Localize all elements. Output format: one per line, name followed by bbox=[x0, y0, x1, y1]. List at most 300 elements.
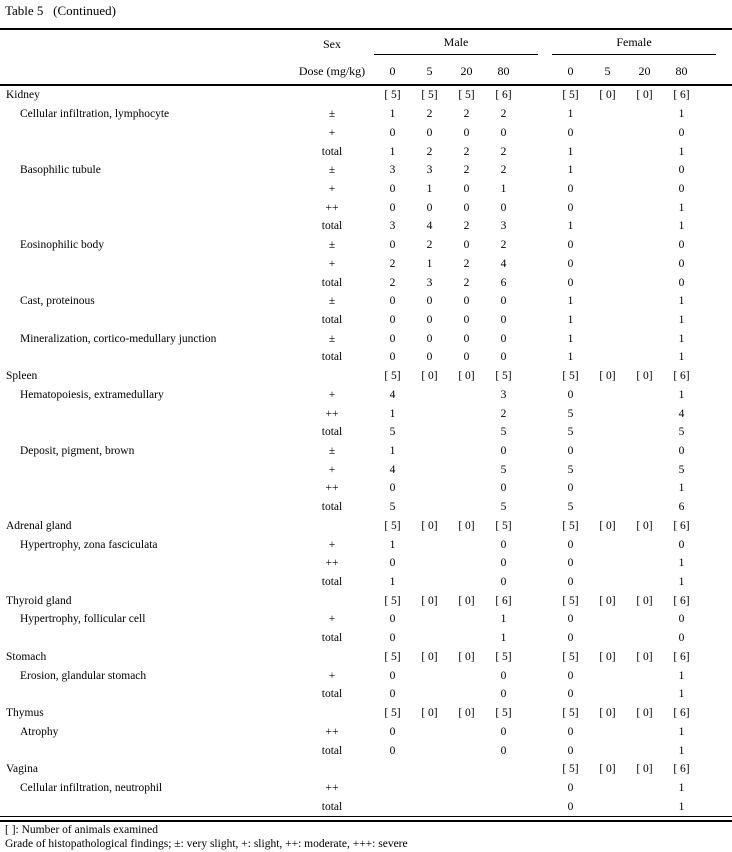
male-value bbox=[411, 685, 448, 704]
column-gap bbox=[522, 292, 552, 311]
grade-cell: + bbox=[328, 182, 336, 195]
female-value: 0 bbox=[678, 239, 685, 252]
finding-label: Cast, proteinous bbox=[20, 295, 95, 308]
male-value: [ 0] bbox=[421, 519, 438, 532]
male-value: 0 bbox=[389, 351, 396, 364]
finding-label bbox=[0, 273, 290, 292]
female-value bbox=[626, 329, 663, 348]
female-value bbox=[626, 142, 663, 161]
grade-cell: total bbox=[321, 576, 343, 589]
male-value bbox=[411, 479, 448, 498]
female-value: 0 bbox=[567, 445, 574, 458]
male-value: 2 bbox=[500, 407, 507, 420]
finding-row bbox=[0, 498, 732, 517]
finding-label bbox=[0, 198, 290, 217]
column-gap bbox=[522, 648, 552, 667]
female-value: 5 bbox=[567, 407, 574, 420]
column-gap bbox=[522, 367, 552, 386]
column-gap bbox=[522, 779, 552, 798]
grade-cell: + bbox=[328, 463, 336, 476]
male-value bbox=[411, 442, 448, 461]
finding-label bbox=[0, 797, 290, 816]
female-value: 0 bbox=[567, 613, 574, 626]
male-value bbox=[448, 685, 485, 704]
male-value bbox=[448, 779, 485, 798]
column-gap bbox=[522, 666, 552, 685]
female-value bbox=[589, 610, 626, 629]
male-value: 0 bbox=[389, 182, 396, 195]
female-value: 0 bbox=[567, 725, 574, 738]
finding-label bbox=[0, 311, 290, 330]
female-value bbox=[589, 741, 626, 760]
male-value: 0 bbox=[389, 613, 396, 626]
male-value bbox=[411, 535, 448, 554]
male-value: 0 bbox=[500, 576, 507, 589]
female-value: 5 bbox=[567, 426, 574, 439]
column-gap bbox=[522, 105, 552, 124]
grade-cell: total bbox=[321, 220, 343, 233]
male-value bbox=[411, 666, 448, 685]
female-value: [ 6] bbox=[673, 763, 690, 776]
female-value bbox=[626, 198, 663, 217]
male-value: [ 5] bbox=[384, 370, 401, 383]
male-value: 0 bbox=[500, 351, 507, 364]
male-value: 0 bbox=[500, 445, 507, 458]
finding-row bbox=[0, 386, 732, 405]
male-value: 2 bbox=[463, 220, 470, 233]
finding-label bbox=[0, 498, 290, 517]
male-value: [ 5] bbox=[384, 89, 401, 102]
organ-label: Thymus bbox=[6, 707, 44, 720]
grade-cell: total bbox=[321, 688, 343, 701]
finding-label bbox=[0, 685, 290, 704]
male-value: 1 bbox=[389, 145, 396, 158]
male-value: 0 bbox=[463, 295, 470, 308]
male-value: 0 bbox=[500, 669, 507, 682]
finding-label: Deposit, pigment, brown bbox=[20, 445, 135, 458]
male-dose-5: 5 bbox=[426, 63, 433, 78]
female-value bbox=[589, 423, 626, 442]
female-value: 5 bbox=[678, 463, 685, 476]
sex-label: Sex bbox=[323, 36, 341, 51]
finding-label bbox=[0, 741, 290, 760]
male-value: 0 bbox=[500, 126, 507, 139]
female-value: 1 bbox=[567, 145, 574, 158]
male-value: 1 bbox=[500, 632, 507, 645]
grade-cell: total bbox=[321, 800, 343, 813]
female-value: [ 0] bbox=[636, 89, 653, 102]
female-value bbox=[589, 311, 626, 330]
female-value bbox=[626, 685, 663, 704]
female-value: 1 bbox=[678, 201, 685, 214]
female-value: 1 bbox=[678, 725, 685, 738]
male-value: 1 bbox=[500, 182, 507, 195]
female-value bbox=[589, 685, 626, 704]
male-value bbox=[411, 722, 448, 741]
male-value bbox=[411, 629, 448, 648]
finding-row bbox=[0, 666, 732, 685]
female-value bbox=[626, 311, 663, 330]
female-value: 1 bbox=[678, 145, 685, 158]
column-gap bbox=[522, 797, 552, 816]
female-value bbox=[589, 535, 626, 554]
male-value bbox=[485, 779, 522, 798]
male-value bbox=[448, 573, 485, 592]
female-value bbox=[589, 722, 626, 741]
grade-cell: total bbox=[321, 351, 343, 364]
female-value: [ 0] bbox=[636, 650, 653, 663]
male-value: 2 bbox=[389, 257, 396, 270]
male-value: [ 0] bbox=[458, 650, 475, 663]
grade-cell: + bbox=[328, 669, 336, 682]
female-value: 1 bbox=[567, 295, 574, 308]
male-value: 3 bbox=[426, 276, 433, 289]
finding-label: Eosinophilic body bbox=[20, 239, 105, 252]
organ-row bbox=[0, 760, 732, 779]
organ-label: Kidney bbox=[6, 89, 40, 102]
grade-cell: ± bbox=[328, 295, 336, 308]
finding-row bbox=[0, 105, 732, 124]
column-gap bbox=[522, 591, 552, 610]
female-value: [ 0] bbox=[599, 89, 616, 102]
female-value: [ 0] bbox=[599, 370, 616, 383]
male-value: [ 5] bbox=[384, 519, 401, 532]
female-group-header: Female bbox=[552, 30, 716, 55]
male-dose-20: 20 bbox=[460, 63, 473, 78]
male-value: [ 5] bbox=[495, 650, 512, 663]
male-value bbox=[374, 760, 411, 779]
female-value bbox=[626, 386, 663, 405]
male-value: [ 0] bbox=[421, 707, 438, 720]
female-value: [ 6] bbox=[673, 519, 690, 532]
column-gap bbox=[522, 722, 552, 741]
group-gap bbox=[522, 58, 552, 84]
female-value: 0 bbox=[678, 257, 685, 270]
organ-row bbox=[0, 704, 732, 723]
organ-label: Stomach bbox=[6, 650, 47, 663]
male-value: 6 bbox=[500, 276, 507, 289]
male-value bbox=[448, 797, 485, 816]
finding-row bbox=[0, 685, 732, 704]
male-value bbox=[411, 460, 448, 479]
female-value bbox=[626, 498, 663, 517]
male-value bbox=[411, 573, 448, 592]
female-value: 4 bbox=[678, 407, 685, 420]
male-value: 2 bbox=[500, 164, 507, 177]
header-sex-row bbox=[0, 30, 732, 58]
male-value: 3 bbox=[500, 220, 507, 233]
female-value: 5 bbox=[567, 501, 574, 514]
female-value: 0 bbox=[678, 538, 685, 551]
finding-row bbox=[0, 479, 732, 498]
male-value: 5 bbox=[500, 426, 507, 439]
finding-label: Cellular infiltration, neutrophil bbox=[20, 781, 163, 794]
female-value bbox=[589, 217, 626, 236]
male-value: [ 5] bbox=[495, 370, 512, 383]
table-title: Table 5 (Continued) bbox=[5, 3, 117, 18]
female-value: 0 bbox=[567, 482, 574, 495]
female-dose-5: 5 bbox=[604, 63, 611, 78]
female-value: [ 6] bbox=[673, 650, 690, 663]
female-value: 1 bbox=[678, 351, 685, 364]
male-value: 0 bbox=[463, 201, 470, 214]
female-value: 1 bbox=[678, 744, 685, 757]
female-value: 0 bbox=[678, 164, 685, 177]
male-value: 0 bbox=[500, 482, 507, 495]
male-value: 1 bbox=[389, 538, 396, 551]
male-dose-80: 80 bbox=[497, 63, 510, 78]
finding-label bbox=[0, 404, 290, 423]
finding-row bbox=[0, 180, 732, 199]
female-value bbox=[589, 404, 626, 423]
female-value: 0 bbox=[567, 388, 574, 401]
female-value: 0 bbox=[567, 669, 574, 682]
male-value: 0 bbox=[389, 482, 396, 495]
female-value: 1 bbox=[678, 332, 685, 345]
male-value bbox=[448, 760, 485, 779]
grade-cell: + bbox=[328, 257, 336, 270]
female-dose-80: 80 bbox=[675, 63, 688, 78]
male-value bbox=[448, 535, 485, 554]
grade-cell: ± bbox=[328, 445, 336, 458]
female-value bbox=[626, 442, 663, 461]
male-value bbox=[448, 554, 485, 573]
male-value: 0 bbox=[426, 313, 433, 326]
male-value: [ 5] bbox=[384, 594, 401, 607]
finding-row bbox=[0, 236, 732, 255]
female-value bbox=[589, 161, 626, 180]
female-value: 0 bbox=[678, 276, 685, 289]
grade-cell bbox=[290, 760, 374, 779]
female-value: [ 5] bbox=[562, 519, 579, 532]
female-value: 1 bbox=[678, 557, 685, 570]
male-value: 1 bbox=[389, 445, 396, 458]
finding-label: Hypertrophy, follicular cell bbox=[20, 613, 146, 626]
male-value: 0 bbox=[389, 313, 396, 326]
footnote-grade-legend: Grade of histopathological findings; ±: very slight, +: slight, ++: moderate, +++: severe bbox=[5, 838, 408, 850]
male-value: 0 bbox=[500, 688, 507, 701]
male-value: [ 5] bbox=[384, 707, 401, 720]
finding-label: Cellular infiltration, lymphocyte bbox=[20, 108, 170, 121]
female-value: [ 6] bbox=[673, 370, 690, 383]
female-value: [ 0] bbox=[636, 594, 653, 607]
finding-row bbox=[0, 535, 732, 554]
female-value: [ 0] bbox=[599, 707, 616, 720]
male-value: 0 bbox=[426, 201, 433, 214]
grade-cell: total bbox=[321, 313, 343, 326]
female-value: 0 bbox=[567, 632, 574, 645]
female-value bbox=[626, 123, 663, 142]
female-value bbox=[589, 273, 626, 292]
male-value bbox=[448, 479, 485, 498]
female-value bbox=[626, 292, 663, 311]
male-value: 1 bbox=[389, 407, 396, 420]
column-gap bbox=[522, 348, 552, 367]
grade-cell: ++ bbox=[325, 201, 339, 214]
male-value: 0 bbox=[463, 332, 470, 345]
column-gap bbox=[522, 198, 552, 217]
grade-cell: ++ bbox=[325, 407, 339, 420]
finding-label: Basophilic tubule bbox=[20, 164, 101, 177]
female-value: 0 bbox=[567, 744, 574, 757]
female-value bbox=[626, 460, 663, 479]
male-value: 0 bbox=[389, 239, 396, 252]
female-value bbox=[626, 779, 663, 798]
column-gap bbox=[522, 217, 552, 236]
male-value bbox=[448, 423, 485, 442]
female-value: 1 bbox=[678, 388, 685, 401]
male-value: 0 bbox=[500, 332, 507, 345]
female-value: 1 bbox=[567, 313, 574, 326]
female-value bbox=[589, 442, 626, 461]
female-value: [ 5] bbox=[562, 763, 579, 776]
female-value bbox=[626, 180, 663, 199]
finding-row bbox=[0, 329, 732, 348]
male-value: 2 bbox=[426, 108, 433, 121]
finding-row bbox=[0, 348, 732, 367]
finding-label bbox=[0, 460, 290, 479]
column-gap bbox=[522, 236, 552, 255]
finding-row bbox=[0, 741, 732, 760]
footnotes bbox=[5, 823, 727, 851]
male-value bbox=[411, 797, 448, 816]
finding-label: Erosion, glandular stomach bbox=[20, 669, 147, 682]
male-value: 0 bbox=[389, 557, 396, 570]
column-gap bbox=[522, 180, 552, 199]
male-value bbox=[411, 498, 448, 517]
male-value: 0 bbox=[426, 332, 433, 345]
female-value: 0 bbox=[678, 632, 685, 645]
organ-row bbox=[0, 591, 732, 610]
column-gap bbox=[522, 554, 552, 573]
male-value: 0 bbox=[389, 632, 396, 645]
finding-label bbox=[0, 629, 290, 648]
male-value: 2 bbox=[463, 145, 470, 158]
female-value bbox=[626, 348, 663, 367]
female-value: 1 bbox=[678, 108, 685, 121]
male-value: 1 bbox=[389, 576, 396, 589]
female-value bbox=[626, 610, 663, 629]
female-value bbox=[589, 236, 626, 255]
female-value: 1 bbox=[678, 313, 685, 326]
male-value: 0 bbox=[463, 182, 470, 195]
female-value bbox=[589, 498, 626, 517]
finding-label bbox=[0, 180, 290, 199]
column-gap bbox=[522, 161, 552, 180]
organ-label: Adrenal gland bbox=[6, 519, 72, 532]
finding-label: Hematopoiesis, extramedullary bbox=[20, 388, 164, 401]
female-value bbox=[589, 123, 626, 142]
female-value bbox=[626, 535, 663, 554]
female-value: 0 bbox=[567, 126, 574, 139]
finding-label bbox=[0, 142, 290, 161]
female-value: 0 bbox=[567, 688, 574, 701]
column-gap bbox=[522, 535, 552, 554]
female-value bbox=[589, 479, 626, 498]
male-value: 0 bbox=[500, 295, 507, 308]
female-value: [ 6] bbox=[673, 594, 690, 607]
finding-row bbox=[0, 722, 732, 741]
female-value bbox=[589, 292, 626, 311]
male-value bbox=[448, 460, 485, 479]
male-value: [ 5] bbox=[495, 519, 512, 532]
female-value: 1 bbox=[678, 688, 685, 701]
column-gap bbox=[522, 629, 552, 648]
female-value: [ 5] bbox=[562, 89, 579, 102]
finding-label: Mineralization, cortico-medullary junction bbox=[20, 332, 217, 345]
male-value bbox=[485, 760, 522, 779]
grade-cell: ++ bbox=[325, 725, 339, 738]
male-value: 2 bbox=[500, 108, 507, 121]
female-value: [ 6] bbox=[673, 707, 690, 720]
grade-cell bbox=[290, 367, 374, 386]
grade-cell bbox=[290, 648, 374, 667]
organ-label: Thyroid gland bbox=[6, 594, 72, 607]
female-value: 0 bbox=[567, 781, 574, 794]
female-value: 1 bbox=[567, 108, 574, 121]
male-value: 0 bbox=[500, 725, 507, 738]
female-value: 6 bbox=[678, 501, 685, 514]
grade-cell: + bbox=[328, 538, 336, 551]
female-value: 1 bbox=[678, 482, 685, 495]
male-value bbox=[448, 386, 485, 405]
male-value: 0 bbox=[463, 313, 470, 326]
grade-cell: ± bbox=[328, 108, 336, 121]
column-gap bbox=[522, 760, 552, 779]
male-value: [ 5] bbox=[384, 650, 401, 663]
female-value: 0 bbox=[678, 445, 685, 458]
finding-row bbox=[0, 142, 732, 161]
female-value: 5 bbox=[567, 463, 574, 476]
female-value bbox=[626, 797, 663, 816]
female-value: 0 bbox=[567, 538, 574, 551]
male-value bbox=[448, 741, 485, 760]
male-value bbox=[448, 722, 485, 741]
female-value: 0 bbox=[567, 576, 574, 589]
female-value bbox=[626, 254, 663, 273]
male-value: 0 bbox=[463, 239, 470, 252]
finding-row bbox=[0, 442, 732, 461]
column-gap bbox=[522, 254, 552, 273]
finding-row bbox=[0, 629, 732, 648]
male-value: [ 5] bbox=[495, 707, 512, 720]
grade-cell: + bbox=[328, 388, 336, 401]
finding-label bbox=[0, 573, 290, 592]
female-value bbox=[626, 479, 663, 498]
male-value: 0 bbox=[500, 538, 507, 551]
organ-row bbox=[0, 648, 732, 667]
female-value bbox=[589, 629, 626, 648]
male-value: 0 bbox=[389, 669, 396, 682]
column-gap bbox=[522, 404, 552, 423]
female-value bbox=[589, 105, 626, 124]
organ-label: Vagina bbox=[6, 763, 38, 776]
column-gap bbox=[522, 460, 552, 479]
male-value: 1 bbox=[389, 108, 396, 121]
finding-label bbox=[0, 423, 290, 442]
male-value: 3 bbox=[500, 388, 507, 401]
male-value: [ 0] bbox=[458, 519, 475, 532]
finding-row bbox=[0, 554, 732, 573]
finding-row bbox=[0, 573, 732, 592]
column-gap bbox=[522, 311, 552, 330]
male-value bbox=[411, 404, 448, 423]
male-value: 0 bbox=[463, 351, 470, 364]
male-value bbox=[448, 404, 485, 423]
finding-row bbox=[0, 423, 732, 442]
female-value bbox=[589, 554, 626, 573]
male-value: [ 5] bbox=[458, 89, 475, 102]
